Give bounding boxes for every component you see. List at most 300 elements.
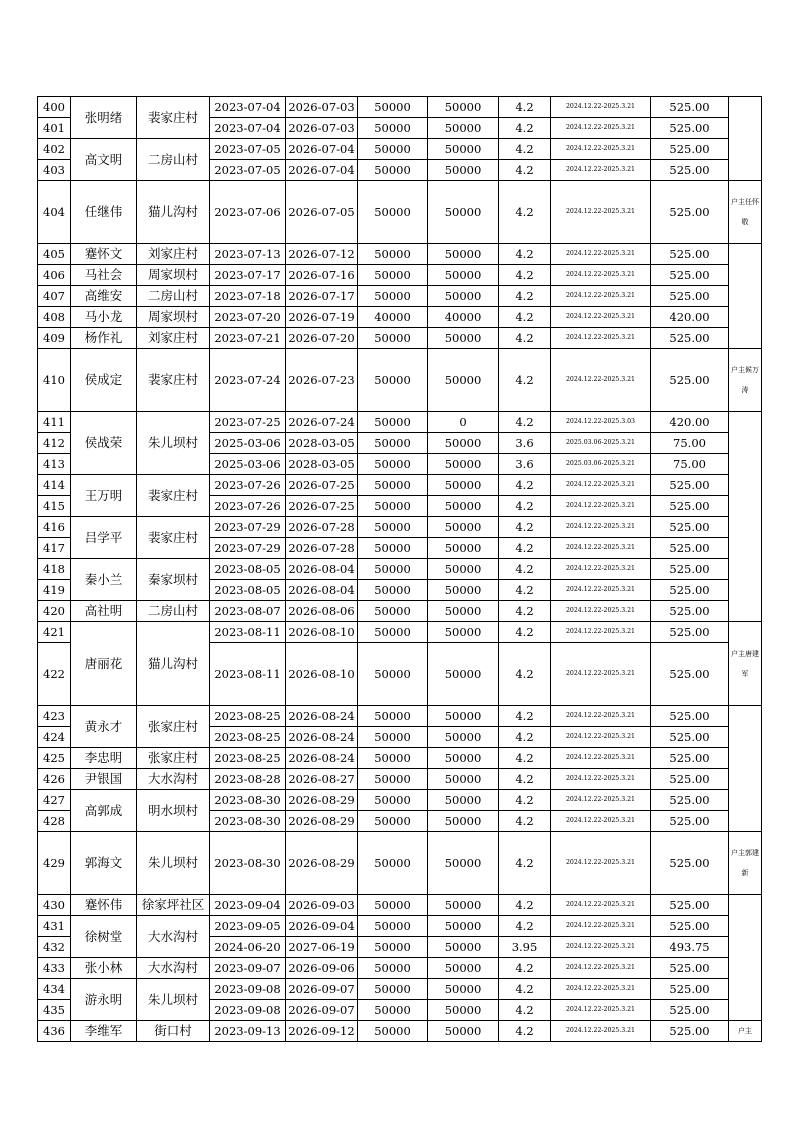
loan-amount: 50000 <box>358 286 428 307</box>
balance: 50000 <box>428 97 499 118</box>
interest-amount: 525.00 <box>651 748 729 769</box>
loan-amount: 50000 <box>358 496 428 517</box>
end-date: 2028-03-05 <box>286 433 358 454</box>
interest-rate: 4.2 <box>499 643 551 706</box>
interest-rate: 4.2 <box>499 580 551 601</box>
interest-rate: 4.2 <box>499 832 551 895</box>
start-date: 2023-07-04 <box>210 97 286 118</box>
loan-amount: 50000 <box>358 832 428 895</box>
interest-rate: 4.2 <box>499 916 551 937</box>
start-date: 2023-07-25 <box>210 412 286 433</box>
start-date: 2023-08-11 <box>210 622 286 643</box>
row-number: 428 <box>38 811 71 832</box>
start-date: 2023-08-30 <box>210 790 286 811</box>
interest-period: 2024.12.22-2025.3.21 <box>551 769 651 790</box>
interest-amount: 525.00 <box>651 1021 729 1042</box>
end-date: 2026-09-12 <box>286 1021 358 1042</box>
row-number: 407 <box>38 286 71 307</box>
start-date: 2023-07-21 <box>210 328 286 349</box>
row-number: 416 <box>38 517 71 538</box>
balance: 50000 <box>428 643 499 706</box>
table-row <box>38 559 762 580</box>
borrower-name: 张小林 <box>71 958 137 979</box>
loan-amount: 50000 <box>358 97 428 118</box>
start-date: 2023-09-07 <box>210 958 286 979</box>
end-date: 2026-08-06 <box>286 601 358 622</box>
interest-rate: 4.2 <box>499 160 551 181</box>
interest-period: 2024.12.22-2025.3.21 <box>551 706 651 727</box>
start-date: 2023-08-11 <box>210 643 286 706</box>
row-number: 429 <box>38 832 71 895</box>
interest-amount: 525.00 <box>651 706 729 727</box>
interest-period: 2024.12.22-2025.3.21 <box>551 601 651 622</box>
end-date: 2026-08-04 <box>286 559 358 580</box>
balance: 50000 <box>428 580 499 601</box>
table-row <box>38 958 762 979</box>
interest-rate: 4.2 <box>499 769 551 790</box>
interest-amount: 493.75 <box>651 937 729 958</box>
start-date: 2023-08-30 <box>210 832 286 895</box>
table-row <box>38 265 762 286</box>
balance: 50000 <box>428 517 499 538</box>
loan-amount: 50000 <box>358 916 428 937</box>
interest-amount: 525.00 <box>651 601 729 622</box>
loan-amount: 50000 <box>358 475 428 496</box>
end-date: 2026-07-17 <box>286 286 358 307</box>
borrower-name: 蹇怀文 <box>71 244 137 265</box>
table-row <box>38 244 762 265</box>
row-number: 431 <box>38 916 71 937</box>
interest-rate: 4.2 <box>499 139 551 160</box>
interest-period: 2024.12.22-2025.3.03 <box>551 412 651 433</box>
interest-rate: 4.2 <box>499 328 551 349</box>
interest-rate: 4.2 <box>499 349 551 412</box>
row-number: 430 <box>38 895 71 916</box>
balance: 50000 <box>428 475 499 496</box>
end-date: 2026-07-04 <box>286 139 358 160</box>
village-name: 张家庄村 <box>137 748 210 769</box>
interest-rate: 4.2 <box>499 265 551 286</box>
loan-amount: 50000 <box>358 433 428 454</box>
village-name: 大水沟村 <box>137 769 210 790</box>
interest-rate: 4.2 <box>499 706 551 727</box>
row-number: 424 <box>38 727 71 748</box>
borrower-name: 秦小兰 <box>71 559 137 601</box>
village-name: 张家庄村 <box>137 706 210 748</box>
village-name: 街口村 <box>137 1021 210 1042</box>
interest-amount: 525.00 <box>651 244 729 265</box>
borrower-name: 黄永才 <box>71 706 137 748</box>
end-date: 2026-09-06 <box>286 958 358 979</box>
table-row <box>38 916 762 937</box>
balance: 50000 <box>428 118 499 139</box>
interest-amount: 420.00 <box>651 412 729 433</box>
borrower-name: 游永明 <box>71 979 137 1021</box>
interest-period: 2024.12.22-2025.3.21 <box>551 181 651 244</box>
row-number: 420 <box>38 601 71 622</box>
interest-amount: 525.00 <box>651 1000 729 1021</box>
loan-amount: 50000 <box>358 1021 428 1042</box>
table-row <box>38 622 762 643</box>
interest-rate: 4.2 <box>499 601 551 622</box>
table-row <box>38 1021 762 1042</box>
start-date: 2023-08-05 <box>210 559 286 580</box>
interest-period: 2024.12.22-2025.3.21 <box>551 895 651 916</box>
start-date: 2023-07-17 <box>210 265 286 286</box>
interest-rate: 4.2 <box>499 895 551 916</box>
loan-amount: 50000 <box>358 622 428 643</box>
end-date: 2026-07-20 <box>286 328 358 349</box>
row-number: 435 <box>38 1000 71 1021</box>
interest-amount: 525.00 <box>651 160 729 181</box>
balance: 50000 <box>428 769 499 790</box>
end-date: 2026-08-04 <box>286 580 358 601</box>
interest-period: 2024.12.22-2025.3.21 <box>551 307 651 328</box>
interest-amount: 525.00 <box>651 958 729 979</box>
row-number: 417 <box>38 538 71 559</box>
loan-amount: 50000 <box>358 559 428 580</box>
borrower-name: 高郭成 <box>71 790 137 832</box>
interest-amount: 525.00 <box>651 790 729 811</box>
interest-amount: 525.00 <box>651 265 729 286</box>
borrower-name: 王万明 <box>71 475 137 517</box>
table-row <box>38 412 762 433</box>
table-row <box>38 139 762 160</box>
balance: 50000 <box>428 328 499 349</box>
borrower-name: 蹇怀伟 <box>71 895 137 916</box>
interest-period: 2024.12.22-2025.3.21 <box>551 496 651 517</box>
balance: 50000 <box>428 139 499 160</box>
start-date: 2023-09-13 <box>210 1021 286 1042</box>
table-row <box>38 832 762 895</box>
interest-rate: 4.2 <box>499 1021 551 1042</box>
table-row <box>38 517 762 538</box>
interest-rate: 4.2 <box>499 286 551 307</box>
interest-rate: 4.2 <box>499 307 551 328</box>
balance: 50000 <box>428 559 499 580</box>
start-date: 2023-07-26 <box>210 475 286 496</box>
interest-amount: 525.00 <box>651 916 729 937</box>
interest-period: 2024.12.22-2025.3.21 <box>551 286 651 307</box>
balance: 50000 <box>428 748 499 769</box>
end-date: 2026-08-24 <box>286 748 358 769</box>
end-date: 2026-08-29 <box>286 811 358 832</box>
borrower-name: 尹银国 <box>71 769 137 790</box>
village-name: 朱儿坝村 <box>137 412 210 475</box>
balance: 50000 <box>428 790 499 811</box>
start-date: 2025-03-06 <box>210 433 286 454</box>
remark: 户主郭建新 <box>729 832 762 895</box>
remark: 户主 <box>729 1021 762 1042</box>
start-date: 2023-07-29 <box>210 538 286 559</box>
loan-amount: 50000 <box>358 580 428 601</box>
interest-period: 2024.12.22-2025.3.21 <box>551 832 651 895</box>
start-date: 2023-08-25 <box>210 706 286 727</box>
remark <box>729 706 762 832</box>
interest-period: 2024.12.22-2025.3.21 <box>551 790 651 811</box>
borrower-name: 马小龙 <box>71 307 137 328</box>
village-name: 朱儿坝村 <box>137 832 210 895</box>
row-number: 412 <box>38 433 71 454</box>
row-number: 421 <box>38 622 71 643</box>
borrower-name: 吕学平 <box>71 517 137 559</box>
balance: 50000 <box>428 895 499 916</box>
balance: 50000 <box>428 538 499 559</box>
interest-amount: 525.00 <box>651 559 729 580</box>
start-date: 2023-07-04 <box>210 118 286 139</box>
balance: 50000 <box>428 601 499 622</box>
row-number: 433 <box>38 958 71 979</box>
borrower-name: 侯成定 <box>71 349 137 412</box>
end-date: 2026-07-28 <box>286 538 358 559</box>
interest-amount: 525.00 <box>651 769 729 790</box>
interest-amount: 525.00 <box>651 811 729 832</box>
row-number: 434 <box>38 979 71 1000</box>
start-date: 2023-07-20 <box>210 307 286 328</box>
end-date: 2026-09-07 <box>286 979 358 1000</box>
loan-amount: 40000 <box>358 307 428 328</box>
row-number: 436 <box>38 1021 71 1042</box>
table-row <box>38 748 762 769</box>
start-date: 2023-07-18 <box>210 286 286 307</box>
loan-amount: 50000 <box>358 118 428 139</box>
start-date: 2023-07-13 <box>210 244 286 265</box>
balance: 50000 <box>428 286 499 307</box>
interest-amount: 525.00 <box>651 727 729 748</box>
start-date: 2023-08-25 <box>210 727 286 748</box>
interest-period: 2024.12.22-2025.3.21 <box>551 1021 651 1042</box>
balance: 50000 <box>428 160 499 181</box>
village-name: 二房山村 <box>137 139 210 181</box>
loan-amount: 50000 <box>358 811 428 832</box>
start-date: 2024-06-20 <box>210 937 286 958</box>
village-name: 裴家庄村 <box>137 97 210 139</box>
loan-amount: 50000 <box>358 349 428 412</box>
loan-amount: 50000 <box>358 727 428 748</box>
interest-rate: 4.2 <box>499 244 551 265</box>
interest-period: 2024.12.22-2025.3.21 <box>551 643 651 706</box>
interest-period: 2024.12.22-2025.3.21 <box>551 937 651 958</box>
table-row <box>38 769 762 790</box>
end-date: 2026-07-19 <box>286 307 358 328</box>
row-number: 423 <box>38 706 71 727</box>
interest-period: 2024.12.22-2025.3.21 <box>551 958 651 979</box>
interest-rate: 4.2 <box>499 118 551 139</box>
row-number: 409 <box>38 328 71 349</box>
balance: 50000 <box>428 1021 499 1042</box>
loan-amount: 50000 <box>358 937 428 958</box>
interest-amount: 525.00 <box>651 349 729 412</box>
interest-period: 2024.12.22-2025.3.21 <box>551 538 651 559</box>
borrower-name: 李忠明 <box>71 748 137 769</box>
row-number: 419 <box>38 580 71 601</box>
loan-amount: 50000 <box>358 517 428 538</box>
balance: 0 <box>428 412 499 433</box>
loan-amount: 50000 <box>358 706 428 727</box>
village-name: 二房山村 <box>137 286 210 307</box>
start-date: 2023-09-04 <box>210 895 286 916</box>
remark: 户主唐建军 <box>729 622 762 706</box>
interest-amount: 525.00 <box>651 118 729 139</box>
loan-amount: 50000 <box>358 601 428 622</box>
balance: 50000 <box>428 706 499 727</box>
borrower-name: 唐丽花 <box>71 622 137 706</box>
row-number: 413 <box>38 454 71 475</box>
loan-amount: 50000 <box>358 244 428 265</box>
start-date: 2023-08-07 <box>210 601 286 622</box>
table-row <box>38 286 762 307</box>
loan-amount: 50000 <box>358 181 428 244</box>
balance: 50000 <box>428 244 499 265</box>
end-date: 2026-08-24 <box>286 706 358 727</box>
balance: 50000 <box>428 937 499 958</box>
interest-amount: 75.00 <box>651 433 729 454</box>
interest-rate: 4.2 <box>499 979 551 1000</box>
row-number: 425 <box>38 748 71 769</box>
village-name: 裴家庄村 <box>137 517 210 559</box>
start-date: 2023-07-06 <box>210 181 286 244</box>
start-date: 2023-08-30 <box>210 811 286 832</box>
interest-rate: 4.2 <box>499 811 551 832</box>
row-number: 400 <box>38 97 71 118</box>
start-date: 2023-09-08 <box>210 979 286 1000</box>
balance: 50000 <box>428 622 499 643</box>
interest-period: 2024.12.22-2025.3.21 <box>551 1000 651 1021</box>
loan-amount: 50000 <box>358 790 428 811</box>
end-date: 2026-08-24 <box>286 727 358 748</box>
table-row <box>38 97 762 118</box>
village-name: 周家坝村 <box>137 265 210 286</box>
row-number: 403 <box>38 160 71 181</box>
interest-rate: 4.2 <box>499 622 551 643</box>
row-number: 418 <box>38 559 71 580</box>
interest-rate: 4.2 <box>499 559 551 580</box>
interest-amount: 525.00 <box>651 895 729 916</box>
end-date: 2026-07-28 <box>286 517 358 538</box>
borrower-name: 李维军 <box>71 1021 137 1042</box>
row-number: 405 <box>38 244 71 265</box>
remark <box>729 97 762 181</box>
interest-period: 2024.12.22-2025.3.21 <box>551 811 651 832</box>
balance: 50000 <box>428 349 499 412</box>
interest-period: 2024.12.22-2025.3.21 <box>551 979 651 1000</box>
interest-period: 2024.12.22-2025.3.21 <box>551 97 651 118</box>
row-number: 402 <box>38 139 71 160</box>
table-row <box>38 790 762 811</box>
row-number: 401 <box>38 118 71 139</box>
end-date: 2026-08-10 <box>286 643 358 706</box>
interest-amount: 525.00 <box>651 328 729 349</box>
interest-period: 2024.12.22-2025.3.21 <box>551 559 651 580</box>
table-row <box>38 601 762 622</box>
end-date: 2026-07-25 <box>286 475 358 496</box>
loan-amount: 50000 <box>358 958 428 979</box>
end-date: 2028-03-05 <box>286 454 358 475</box>
end-date: 2026-09-04 <box>286 916 358 937</box>
village-name: 朱儿坝村 <box>137 979 210 1021</box>
loan-amount: 50000 <box>358 895 428 916</box>
village-name: 二房山村 <box>137 601 210 622</box>
start-date: 2023-07-05 <box>210 139 286 160</box>
row-number: 432 <box>38 937 71 958</box>
interest-period: 2024.12.22-2025.3.21 <box>551 748 651 769</box>
interest-amount: 525.00 <box>651 181 729 244</box>
interest-amount: 525.00 <box>651 286 729 307</box>
balance: 50000 <box>428 496 499 517</box>
interest-rate: 4.2 <box>499 538 551 559</box>
interest-period: 2024.12.22-2025.3.21 <box>551 139 651 160</box>
borrower-name: 任继伟 <box>71 181 137 244</box>
balance: 50000 <box>428 454 499 475</box>
balance: 50000 <box>428 916 499 937</box>
table-body <box>38 97 762 1042</box>
loan-amount: 50000 <box>358 454 428 475</box>
interest-period: 2024.12.22-2025.3.21 <box>551 622 651 643</box>
balance: 50000 <box>428 958 499 979</box>
borrower-name: 徐树堂 <box>71 916 137 958</box>
end-date: 2026-07-12 <box>286 244 358 265</box>
row-number: 411 <box>38 412 71 433</box>
village-name: 徐家坪社区 <box>137 895 210 916</box>
interest-rate: 3.6 <box>499 433 551 454</box>
table-row <box>38 895 762 916</box>
loan-amount: 50000 <box>358 1000 428 1021</box>
interest-amount: 525.00 <box>651 496 729 517</box>
village-name: 秦家坝村 <box>137 559 210 601</box>
interest-period: 2025.03.06-2025.3.21 <box>551 433 651 454</box>
interest-rate: 4.2 <box>499 412 551 433</box>
interest-amount: 525.00 <box>651 517 729 538</box>
interest-rate: 4.2 <box>499 790 551 811</box>
remark <box>729 412 762 622</box>
interest-amount: 525.00 <box>651 979 729 1000</box>
end-date: 2027-06-19 <box>286 937 358 958</box>
interest-period: 2024.12.22-2025.3.21 <box>551 160 651 181</box>
start-date: 2023-07-26 <box>210 496 286 517</box>
interest-rate: 4.2 <box>499 958 551 979</box>
village-name: 大水沟村 <box>137 958 210 979</box>
end-date: 2026-08-29 <box>286 832 358 895</box>
table-row <box>38 979 762 1000</box>
interest-amount: 525.00 <box>651 538 729 559</box>
interest-rate: 4.2 <box>499 181 551 244</box>
interest-rate: 4.2 <box>499 496 551 517</box>
interest-period: 2024.12.22-2025.3.21 <box>551 580 651 601</box>
balance: 50000 <box>428 727 499 748</box>
balance: 50000 <box>428 181 499 244</box>
remark <box>729 244 762 349</box>
interest-period: 2024.12.22-2025.3.21 <box>551 916 651 937</box>
village-name: 刘家庄村 <box>137 328 210 349</box>
village-name: 大水沟村 <box>137 916 210 958</box>
village-name: 猫儿沟村 <box>137 622 210 706</box>
start-date: 2023-08-28 <box>210 769 286 790</box>
borrower-name: 张明绪 <box>71 97 137 139</box>
borrower-name: 马社会 <box>71 265 137 286</box>
borrower-name: 郭海文 <box>71 832 137 895</box>
table-row <box>38 181 762 244</box>
start-date: 2023-08-25 <box>210 748 286 769</box>
interest-period: 2024.12.22-2025.3.21 <box>551 727 651 748</box>
start-date: 2023-08-05 <box>210 580 286 601</box>
interest-amount: 420.00 <box>651 307 729 328</box>
balance: 40000 <box>428 307 499 328</box>
table-row <box>38 706 762 727</box>
interest-rate: 3.95 <box>499 937 551 958</box>
table-row <box>38 307 762 328</box>
interest-period: 2024.12.22-2025.3.21 <box>551 328 651 349</box>
start-date: 2023-09-08 <box>210 1000 286 1021</box>
